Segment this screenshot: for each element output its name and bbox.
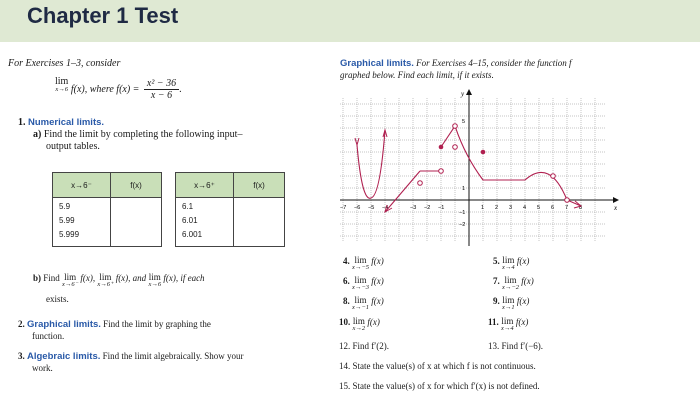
x-tick: −5 — [368, 205, 375, 211]
exercise-14: 14. State the value(s) of x at which f is not continuous. — [339, 361, 536, 371]
exercise-title: Graphical limits. — [27, 319, 101, 330]
exercise-1b-text-2: exists. — [46, 294, 69, 304]
period: . — [179, 83, 182, 95]
arrow-up-left — [355, 138, 359, 145]
graphical-limits-heading — [340, 58, 572, 69]
x-tick: −2 — [424, 205, 431, 211]
open-point — [565, 198, 570, 203]
limit-operator: lim x→6 — [148, 272, 162, 288]
table-header-x: x→6⁺ — [176, 173, 234, 198]
exercise-8 — [343, 296, 384, 312]
part-text: Find the limit by completing the following input– — [43, 129, 243, 140]
function-label: f(x), where f(x) = — [70, 83, 140, 95]
limit-expr: f(x), and — [115, 273, 147, 283]
chapter-banner — [0, 0, 700, 42]
open-points — [418, 124, 570, 203]
closed-point — [439, 145, 444, 150]
x-tick: −6 — [354, 205, 361, 211]
x-tick: −3 — [410, 205, 417, 211]
section-title: Graphical limits. — [340, 58, 414, 69]
fraction — [144, 78, 179, 101]
exercise-1a-text — [33, 129, 242, 140]
exercise-number: 5. — [493, 256, 500, 266]
function-graph — [340, 86, 622, 248]
graphical-limits-heading-2: graphed below. Find each limit, if it exists. — [340, 70, 494, 80]
input-output-table-right — [175, 172, 285, 247]
x-tick: 6 — [551, 205, 555, 211]
exercise-15: 15. State the value(s) of x for which f′(x) is not defined. — [339, 381, 540, 391]
open-point — [418, 181, 423, 186]
section-text: For Exercises 4–15, consider the function f — [416, 58, 572, 68]
table-x-values — [53, 198, 111, 247]
intro-text: For Exercises 1–3, consider — [8, 58, 121, 69]
x-tick: −1 — [438, 205, 445, 211]
exercise-1-heading — [18, 117, 104, 128]
part-label: a) — [33, 129, 42, 140]
exercise-10 — [339, 317, 380, 333]
table-cell: 5.99 — [59, 216, 75, 225]
exercise-9 — [493, 296, 529, 312]
x-tick: −4 — [382, 205, 389, 211]
x-axis-label: x — [614, 204, 618, 212]
limit-expr: f(x) — [516, 256, 530, 266]
exercise-number: 9. — [493, 296, 500, 306]
y-tick: −1 — [459, 210, 466, 216]
exercise-number: 6. — [343, 276, 350, 286]
y-tick: 5 — [462, 119, 466, 125]
exercise-title: Numerical limits. — [28, 117, 105, 128]
limit-operator: lim x→2 — [352, 316, 366, 332]
limit-operator: lim x→−5 — [352, 255, 370, 271]
fraction-denominator: x − 6 — [150, 90, 173, 101]
limit-expr: f(x) — [515, 317, 529, 327]
limit-expr: f(x) — [516, 296, 530, 306]
x-tick: −7 — [340, 205, 347, 211]
exercise-number: 4. — [343, 256, 350, 266]
limit-operator: lim x→4 — [502, 255, 515, 271]
exercise-number: 10. — [339, 317, 351, 327]
limit-expr: f(x), — [80, 273, 96, 283]
limit-expr: f(x) — [371, 256, 384, 266]
x-tick: 5 — [537, 205, 541, 211]
part-label: b) — [33, 273, 42, 283]
exercise-2-text-2: function. — [32, 331, 65, 341]
open-point — [439, 169, 444, 174]
open-point — [453, 124, 458, 129]
exercise-3-text-2: work. — [32, 363, 53, 373]
limit-operator: lim x→6⁻ — [62, 272, 79, 288]
exercise-number: 1. — [18, 117, 26, 128]
limit-operator: lim x→−1 — [352, 295, 370, 311]
y-tick: −2 — [459, 222, 466, 228]
exercise-12: 12. Find f′(2). — [339, 341, 389, 351]
fraction-numerator: x² − 36 — [144, 78, 179, 90]
exercise-11 — [488, 317, 528, 333]
exercise-number: 7. — [493, 276, 500, 286]
limit-operator: lim x→6 — [55, 76, 69, 93]
x-tick: 1 — [481, 205, 485, 211]
exercise-2-heading — [18, 319, 211, 330]
exercise-text: Find the limit by graphing the — [103, 319, 211, 329]
exercise-number: 11. — [488, 317, 499, 327]
x-tick: 7 — [565, 205, 569, 211]
y-tick: 1 — [462, 186, 466, 192]
exercise-6 — [343, 276, 384, 292]
limit-expr: f(x) — [371, 296, 384, 306]
y-axis-label: y — [461, 90, 465, 98]
table-header-fx: f(x) — [111, 173, 162, 198]
graph-grid — [340, 98, 606, 242]
exercise-3-heading — [18, 351, 244, 362]
open-point — [453, 145, 458, 150]
exercise-5 — [493, 256, 529, 272]
open-point — [551, 174, 556, 179]
limit-expr: f(x) — [521, 276, 534, 286]
table-cell: 6.001 — [182, 230, 203, 239]
x-tick: 4 — [523, 205, 527, 211]
closed-points — [439, 145, 486, 155]
limit-expr: f(x), if each — [163, 273, 205, 283]
limit-operator: lim x→4 — [501, 316, 514, 332]
limit-operator: lim x→−2 — [502, 275, 520, 291]
exercise-number: 2. — [18, 319, 25, 329]
exercise-number: 3. — [18, 351, 25, 361]
table-cell: 5.999 — [59, 230, 80, 239]
y-tick-labels — [459, 119, 465, 228]
table-fx-blank[interactable] — [111, 198, 162, 247]
find-word: Find — [43, 273, 60, 283]
page-title: Chapter 1 Test — [27, 3, 179, 28]
table-header-x: x→6⁻ — [53, 173, 111, 198]
table-cell: 5.9 — [59, 202, 71, 211]
exercise-text: Find the limit algebraically. Show your — [102, 351, 244, 361]
limit-expr: f(x) — [367, 317, 380, 327]
table-fx-blank[interactable] — [234, 198, 285, 247]
limit-operator: lim x→6⁺ — [97, 272, 114, 288]
exercise-7 — [493, 276, 534, 292]
exercise-number: 8. — [343, 296, 350, 306]
exercise-4 — [343, 256, 384, 272]
limit-definition — [55, 78, 182, 101]
table-header-fx: f(x) — [234, 173, 285, 198]
exercise-13: 13. Find f′(−6). — [488, 341, 544, 351]
closed-point — [481, 150, 486, 155]
table-x-values — [176, 198, 234, 247]
x-tick: 2 — [495, 205, 499, 211]
limit-expr: f(x) — [371, 276, 384, 286]
exercise-1b-text — [33, 273, 205, 289]
exercise-title: Algebraic limits. — [27, 351, 101, 362]
table-cell: 6.01 — [182, 216, 198, 225]
x-tick: 8 — [579, 205, 583, 211]
limit-operator: lim x→1 — [502, 295, 515, 311]
table-cell: 6.1 — [182, 202, 194, 211]
input-output-table-left — [52, 172, 162, 247]
limit-operator: lim x→−3 — [352, 275, 370, 291]
x-tick: 3 — [509, 205, 513, 211]
exercise-1a-text-2: output tables. — [46, 141, 100, 152]
